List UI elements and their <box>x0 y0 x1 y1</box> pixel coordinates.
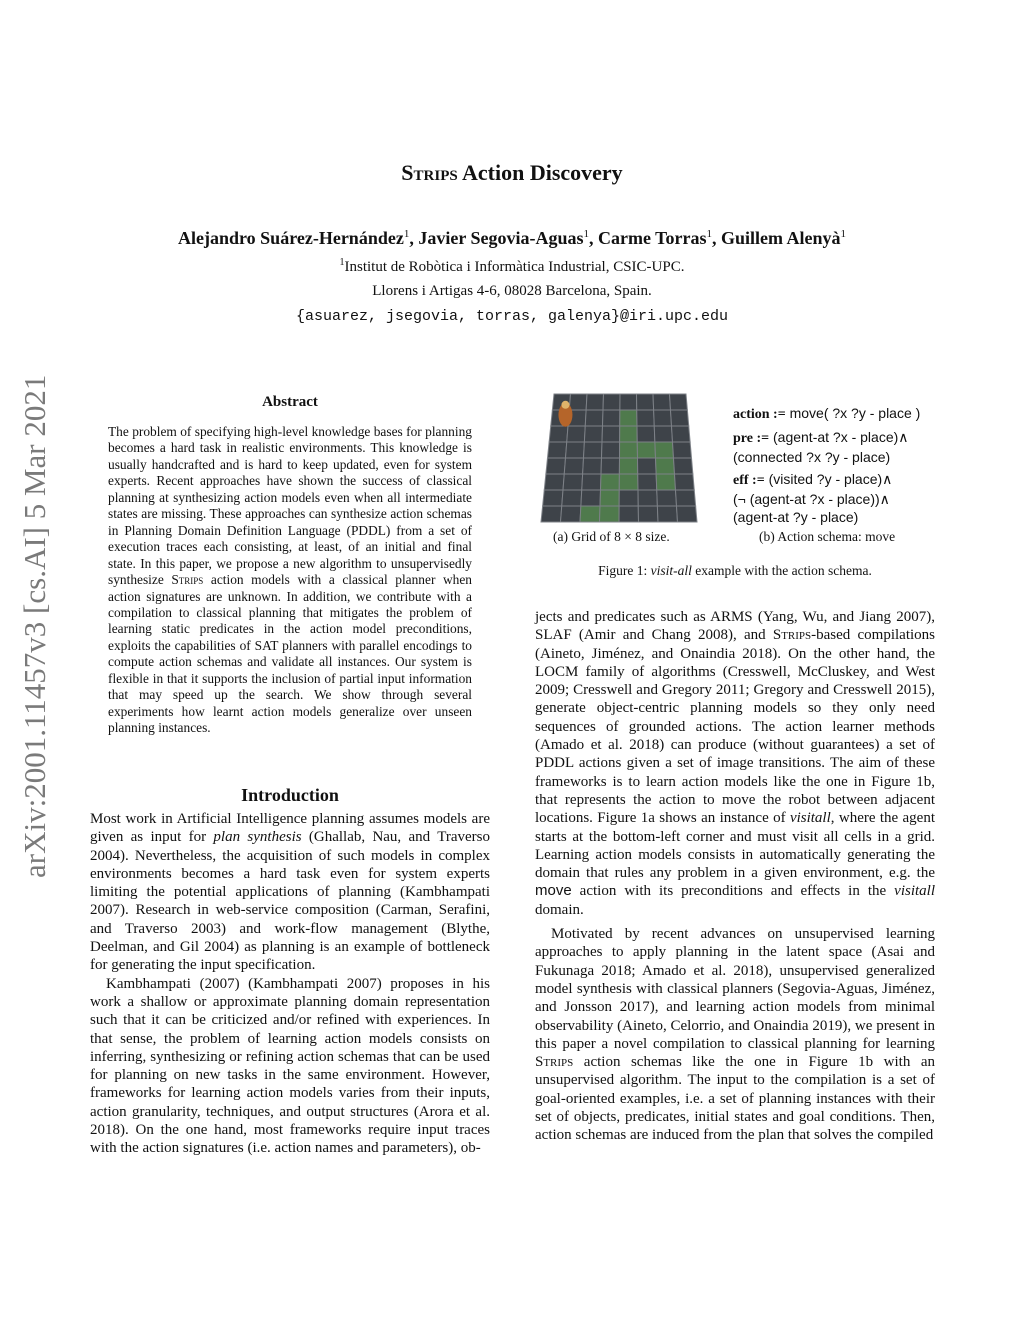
grid-cell <box>585 410 603 426</box>
grid-cell <box>548 442 567 458</box>
text-strips: Strips <box>772 627 812 644</box>
abstract-strips: Strips <box>171 572 204 588</box>
caption-text: example with the action schema. <box>691 563 872 578</box>
text-run: action schemas like the one in Figure 1b with an unsupervised algorithm. The input to the compilation is a set of goal-oriented examples, i.e. a set of planning instances with their set of objects, predicates, initial states and goal conditions. Then, action schemas are induced from the plan that solves the compiled <box>535 1054 935 1144</box>
grid-cell <box>638 506 658 522</box>
author-name: Carme Torras <box>598 228 707 248</box>
grid-cell <box>657 490 677 506</box>
schema-text: (agent-at ?x - place)∧ <box>769 429 909 445</box>
grid-cell <box>619 506 639 522</box>
text-run: Motivated by recent advances on unsupervised learning approaches to apply planning in the latent space (Asai and Fukunaga 2018; Amado et al. 2018), unsupervised generalized model synthesis with classical planners (Segovia-Aguas, Jiménez, and Jonsson 2017), and learning action models from minimal observability (Aineto, Celorrio, and Onaindia 2019), we present in this paper a novel compilation to classical planning for learning <box>535 926 935 1052</box>
visitall-grid-figure <box>539 392 699 524</box>
grid-cell <box>583 458 602 474</box>
grid-cell-visited <box>656 458 675 474</box>
grid-cell <box>567 426 586 442</box>
grid-cell <box>546 458 566 474</box>
grid-cell-visited <box>600 506 620 522</box>
grid-cell-visited <box>656 474 675 490</box>
schema-eff-line <box>733 470 920 490</box>
intro-paragraph-1 <box>90 810 490 975</box>
schema-keyword: action := <box>733 407 786 422</box>
grid-cell <box>601 458 620 474</box>
grid-cell <box>584 442 603 458</box>
abstract-heading: Abstract <box>262 394 318 410</box>
grid-cell <box>543 490 563 506</box>
grid-cell <box>657 506 677 522</box>
text-emphasis: visitall <box>894 883 935 900</box>
subcaption-a: (a) Grid of 8 × 8 size. <box>553 529 670 544</box>
abstract-part: The problem of specifying high-level knowledge bases for planning becomes a hard task in realistic environments. This knowledge is usually handcrafted and is hard to keep updated, even for system experts. Recent approaches have shown the success of classical planning at synthesizing action models even when all intermediate states are missing. These approaches can synthesize action schemas in Planning Domain Definition Language (PDDL) from a set of execution traces each consisting, at least, of an initial and final state. In this paper, we propose a new algorithm to unsupervisedly synthesize <box>108 424 472 588</box>
grid-cell <box>619 490 638 506</box>
schema-pre-line2: (connected ?x ?y - place) <box>733 449 891 465</box>
grid-cell <box>654 426 672 442</box>
right-column-body <box>535 608 935 1145</box>
affiliation <box>0 257 1024 276</box>
introduction-heading: Introduction <box>241 785 339 805</box>
grid-cell <box>674 458 693 474</box>
schema-eff-line3: (agent-at ?y - place) <box>733 509 859 525</box>
text-run: domain. <box>535 901 584 918</box>
grid-svg <box>539 392 699 524</box>
text-emphasis: plan synthesis <box>213 829 302 846</box>
grid-cell <box>675 474 695 490</box>
grid-cell-visited <box>580 506 600 522</box>
grid-cell <box>561 506 581 522</box>
grid-cell <box>637 426 655 442</box>
grid-cell <box>638 458 657 474</box>
grid-cell-visited <box>620 442 638 458</box>
caption-text: Figure 1: <box>598 563 651 578</box>
abstract-part: action models with a classical planner when action signatures are unknown. In addition, we contribute with a compilation to classical planning that mitigates the problem of learning static predicates in the action model preconditions, exploits the capabilities of SAT planners with parallel encodings to compute action schemas and validate all instances. Our system is flexible in that it supports the inclusion of partial input information that may speed up the search. We show through several experiments how learnt action models generalize over unseen planning instances. <box>108 572 472 736</box>
author-sup: 1 <box>583 228 589 240</box>
grid-cell <box>637 394 654 410</box>
schema-pre-line <box>733 428 920 448</box>
arxiv-stamp: arXiv:2001.11457v3 [cs.AI] 5 Mar 2021 <box>17 374 52 878</box>
text-run: jects and predicates such as ARMS (Yang, Wu, and Jiang 2007), SLAF (Amir and Chang 2008), and <box>535 609 935 644</box>
author-name: Guillem Alenyà <box>720 228 841 248</box>
right-paragraph-2 <box>535 925 935 1145</box>
author-sup: 1 <box>840 228 846 240</box>
paper-title <box>0 160 1024 186</box>
text-emphasis: visitall <box>789 810 831 827</box>
grid-cell <box>638 474 657 490</box>
schema-keyword: pre := <box>733 431 770 446</box>
grid-cell <box>638 490 657 506</box>
grid-cell <box>653 394 671 410</box>
address: Llorens i Artigas 4-6, 08028 Barcelona, Spain. <box>372 283 652 299</box>
grid-cell <box>603 394 620 410</box>
schema-action-line <box>733 404 920 424</box>
affiliation-sup: 1 <box>339 257 345 268</box>
schema-text: move( ?x ?y - place ) <box>785 405 921 421</box>
schema-eff-line2: (¬ (agent-at ?x - place))∧ <box>733 491 890 507</box>
grid-cell-visited <box>620 410 637 426</box>
grid-cell <box>676 490 696 506</box>
text-run: -based compilations (Aineto, Jiménez, and Onaindia 2018). On the other hand, the LOCM family of algorithms (Cresswell, McCluskey, and West 2009; Cresswell and Gregory 2011; Gregory and Cresswell 2015), generate object-centric planning models so they only need sequences of grounded actions. The action learner methods (Amado et al. 2018) can produce (without guarantees) a set of PDDL actions given a set of image transitions. The aim of these frameworks is to learn action models like the one in Figure 1b, that represents the action to move the robot between adjacent locations. Figure 1a shows an instance of <box>535 627 936 827</box>
grid-cell <box>569 394 587 410</box>
author-name: Javier Segovia-Aguas <box>418 228 584 248</box>
grid-cell <box>586 394 603 410</box>
grid-cell-visited <box>619 458 637 474</box>
grid-cell-visited <box>601 474 620 490</box>
grid-cell <box>602 442 620 458</box>
right-paragraph-1 <box>535 608 935 919</box>
title-rest: Action Discovery <box>457 160 623 185</box>
grid-cell-visited <box>619 474 638 490</box>
grid-cell-visited <box>600 490 619 506</box>
grid-cell-visited <box>620 426 638 442</box>
grid-cell <box>584 426 602 442</box>
grid-cell <box>541 506 562 522</box>
text-strips: Strips <box>535 1054 574 1071</box>
grid-cell <box>677 506 698 522</box>
author-list: Alejandro Suárez-Hernández$^1$, Javier Segovia-Aguas$^1$, Carme Torras$^1$, Guillem Alenyà$^1$ <box>178 228 846 248</box>
text-run: Most work in Artificial Intelligence planning assumes models are given as input for <box>90 811 490 846</box>
author-sup: 1 <box>706 228 712 240</box>
abstract-text <box>108 424 472 737</box>
grid-cell <box>672 426 691 442</box>
grid-cell <box>582 474 601 490</box>
text-run: (Ghallab, Nau, and Traverso 2004). Nevertheless, the acquisition of such models in complex environments becomes a hard task even for system experts limiting the potential applications of planning (Kambhampati 2007). Research in web-service composition (Carman, Serafini, and Traverso 2003) and work-flow management (Blythe, Deelman, and Gil 2004) as planning is an example of bottleneck for generating the input specification. <box>90 829 490 974</box>
schema-text: (visited ?y - place)∧ <box>764 471 893 487</box>
grid-cell <box>654 410 672 426</box>
robot-head <box>561 401 569 409</box>
grid-cell <box>563 474 583 490</box>
intro-paragraph-2: Kambhampati (2007) (Kambhampati 2007) proposes in his work a shallow or approximate planning domain representation such that it can be criticized and/or refined with experiences. In that sense, the problem of learning action models consists on inferring, synthesizing or refining action schemas that can be used for planning on new tasks in the same environment. However, frameworks for learning action models varies from their inputs, action granularity, techniques, and output structures (Arora et al. 2018). On the one hand, most frameworks require input traces with the action signatures (i.e. action names and parameters), ob- <box>90 975 490 1157</box>
grid-cell <box>673 442 692 458</box>
text-run: action with its preconditions and effects in the <box>571 883 895 900</box>
affiliation-text: Institut de Robòtica i Informàtica Industrial, CSIC-UPC. <box>344 259 685 275</box>
left-column-body <box>90 810 490 1158</box>
grid-cell <box>566 442 585 458</box>
grid-cell <box>544 474 564 490</box>
grid-cell-visited <box>637 442 655 458</box>
email: {asuarez, jsegovia, torras, galenya}@iri.upc.edu <box>295 308 729 325</box>
grid-cell <box>620 394 637 410</box>
grid-cell <box>602 426 620 442</box>
text-sans: move <box>535 882 572 900</box>
grid-cell <box>549 426 568 442</box>
caption-emphasis: visit-all <box>650 563 692 578</box>
grid-cell <box>637 410 655 426</box>
text-run: , where the agent starts at the bottom-left corner and must visit all cells in a grid. Learning action models consists in automatically generating the domain that rules any problem in a given environment, e.g. the <box>535 810 936 882</box>
grid-cell-visited <box>655 442 674 458</box>
grid-cell <box>671 410 689 426</box>
grid-cell <box>581 490 601 506</box>
grid-cell <box>670 394 688 410</box>
author-name: Alejandro Suárez-Hernández <box>178 228 404 248</box>
figure-caption <box>535 563 935 579</box>
author-sup: 1 <box>403 228 410 240</box>
title-strips: Strips <box>401 160 458 185</box>
subcaption-b: (b) Action schema: move <box>759 529 896 544</box>
action-schema <box>733 404 920 526</box>
grid-cell <box>564 458 583 474</box>
schema-keyword: eff := <box>733 473 765 488</box>
grid-cell <box>603 410 620 426</box>
grid-cell <box>562 490 582 506</box>
